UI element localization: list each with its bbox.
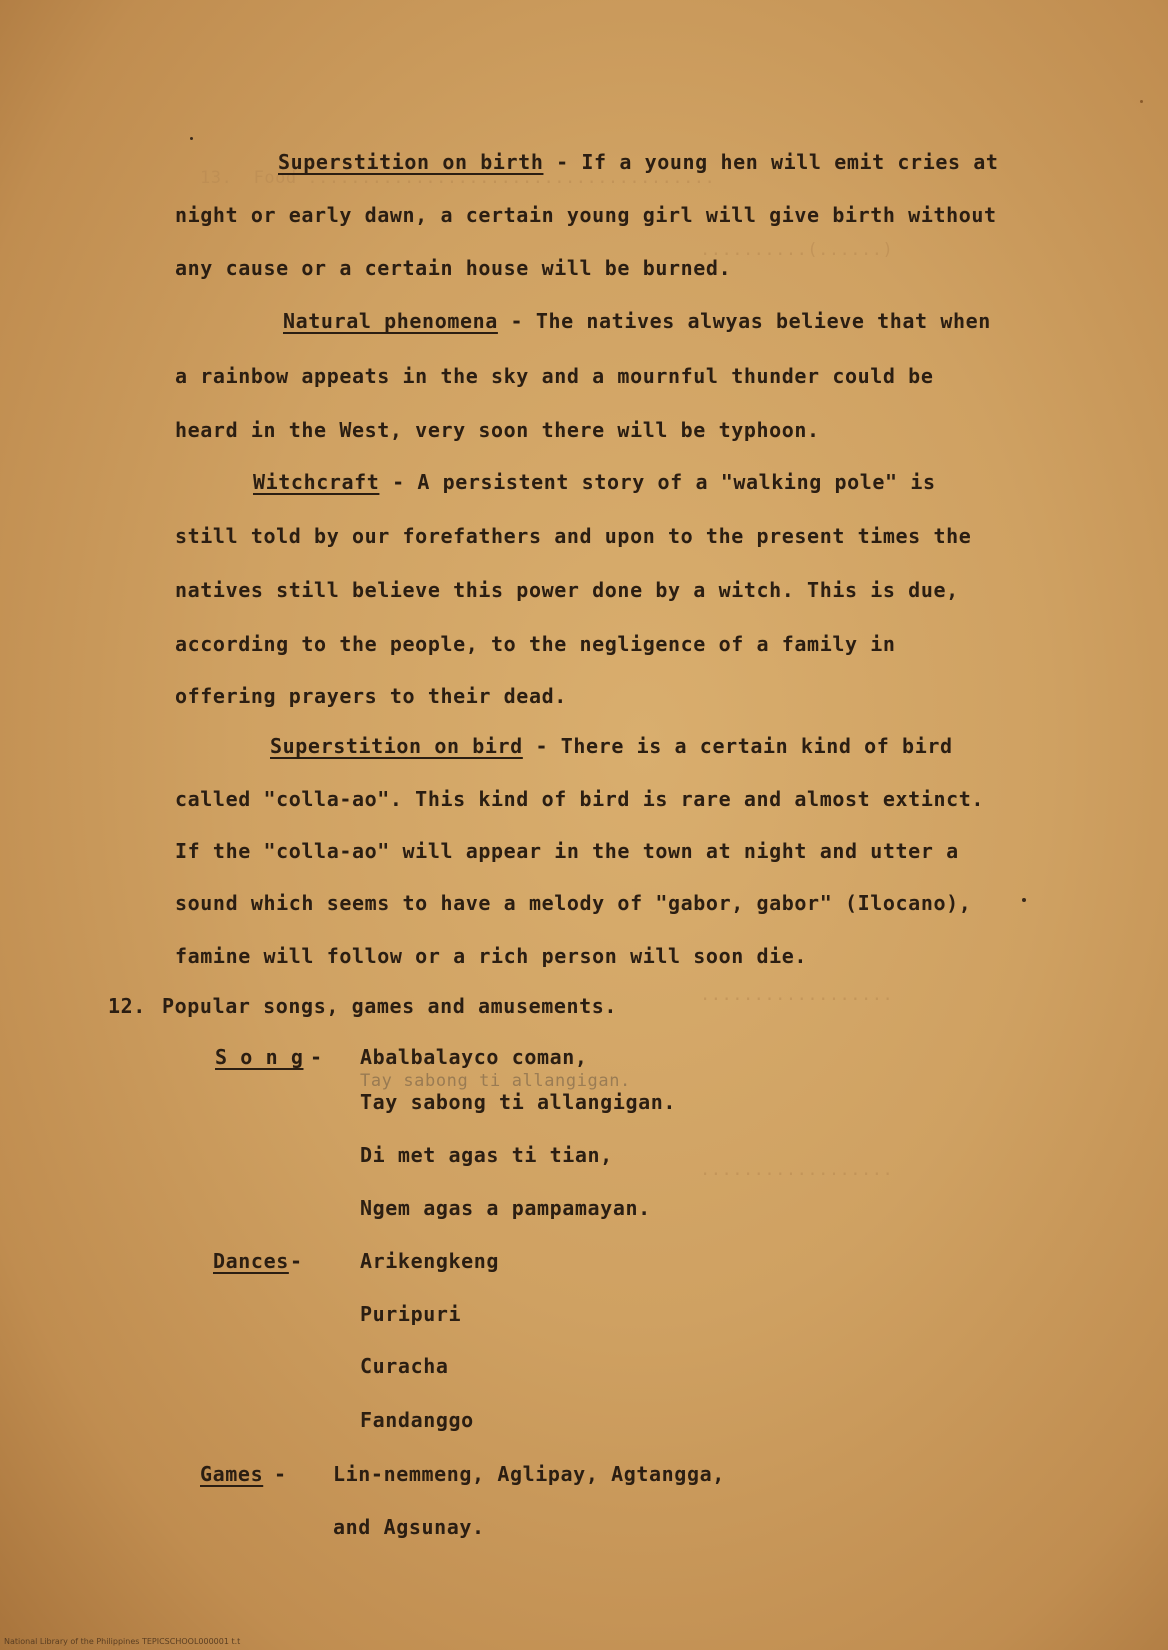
ink-speck: [190, 137, 193, 140]
bird-text: - There is a certain kind of bird: [522, 734, 953, 758]
dances-dash: -: [290, 1249, 303, 1273]
bleed-through-text: ..................: [700, 1160, 894, 1180]
birth-text: - If a young hen will emit cries at: [543, 150, 999, 174]
witchcraft-line-4: according to the people, to the negligence of a family in: [175, 632, 896, 656]
games-line: and Agsunay.: [333, 1515, 485, 1539]
song-line: Ngem agas a pampamayan.: [360, 1196, 651, 1220]
birth-line-1: [278, 150, 999, 174]
natural-text: - The natives alwyas believe that when: [497, 309, 991, 333]
ink-speck: [1140, 100, 1143, 103]
bird-line-5: famine will follow or a rich person will soon die.: [175, 944, 808, 968]
bleed-through-text: 13. Food ......................................: [200, 168, 716, 188]
song-dash: -: [310, 1045, 323, 1069]
dances-label: Dances: [213, 1249, 289, 1273]
games-line: Lin-nemmeng, Aglipay, Agtangga,: [333, 1462, 725, 1486]
dance-item: Puripuri: [360, 1302, 462, 1326]
witchcraft-text: - A persistent story of a "walking pole" is: [379, 470, 936, 494]
natural-line-3: heard in the West, very soon there will be typhoon.: [175, 418, 820, 442]
song-line-strikeover: Tay sabong ti allangigan.: [360, 1071, 631, 1091]
section-number: 12.: [108, 994, 146, 1018]
natural-line-2: a rainbow appeats in the sky and a mournful thunder could be: [175, 364, 934, 388]
witchcraft-line-5: offering prayers to their dead.: [175, 684, 567, 708]
song-line: Abalbalayco coman,: [360, 1045, 588, 1069]
bird-line-1: [270, 734, 953, 758]
dance-item: Fandanggo: [360, 1408, 474, 1432]
bird-line-3: If the "colla-ao" will appear in the town at night and utter a: [175, 839, 959, 863]
witchcraft-line-2: still told by our forefathers and upon to the present times the: [175, 524, 972, 548]
bird-line-2: called "colla-ao". This kind of bird is rare and almost extinct.: [175, 787, 985, 811]
dance-item: Curacha: [360, 1354, 449, 1378]
witchcraft-heading: Witchcraft: [253, 470, 380, 494]
natural-line-1: [283, 309, 991, 333]
ink-speck: [1022, 898, 1026, 902]
song-label: S o n g: [215, 1045, 304, 1069]
witchcraft-line-3: natives still believe this power done by a witch. This is due,: [175, 578, 959, 602]
birth-line-2: night or early dawn, a certain young girl will give birth without: [175, 203, 997, 227]
birth-heading: Superstition on birth: [278, 150, 544, 174]
bleed-through-text: ..................: [700, 985, 894, 1005]
games-label: Games: [200, 1462, 264, 1486]
natural-heading: Natural phenomena: [283, 309, 498, 333]
bird-line-4: sound which seems to have a melody of "gabor, gabor" (Ilocano),: [175, 891, 972, 915]
witchcraft-line-1: [253, 470, 936, 494]
games-dash: -: [274, 1462, 287, 1486]
footer-watermark: National Library of the Philippines TEPICSCHOOL000001 t.t: [4, 1637, 241, 1646]
bird-heading: Superstition on bird: [270, 734, 523, 758]
song-line: Di met agas ti tian,: [360, 1143, 613, 1167]
bleed-through-text: ..........(......): [700, 240, 894, 260]
birth-line-3: any cause or a certain house will be burned.: [175, 256, 732, 280]
dance-item: Arikengkeng: [360, 1249, 500, 1273]
song-line: Tay sabong ti allangigan.: [360, 1090, 677, 1114]
section-title: Popular songs, games and amusements.: [162, 994, 618, 1018]
